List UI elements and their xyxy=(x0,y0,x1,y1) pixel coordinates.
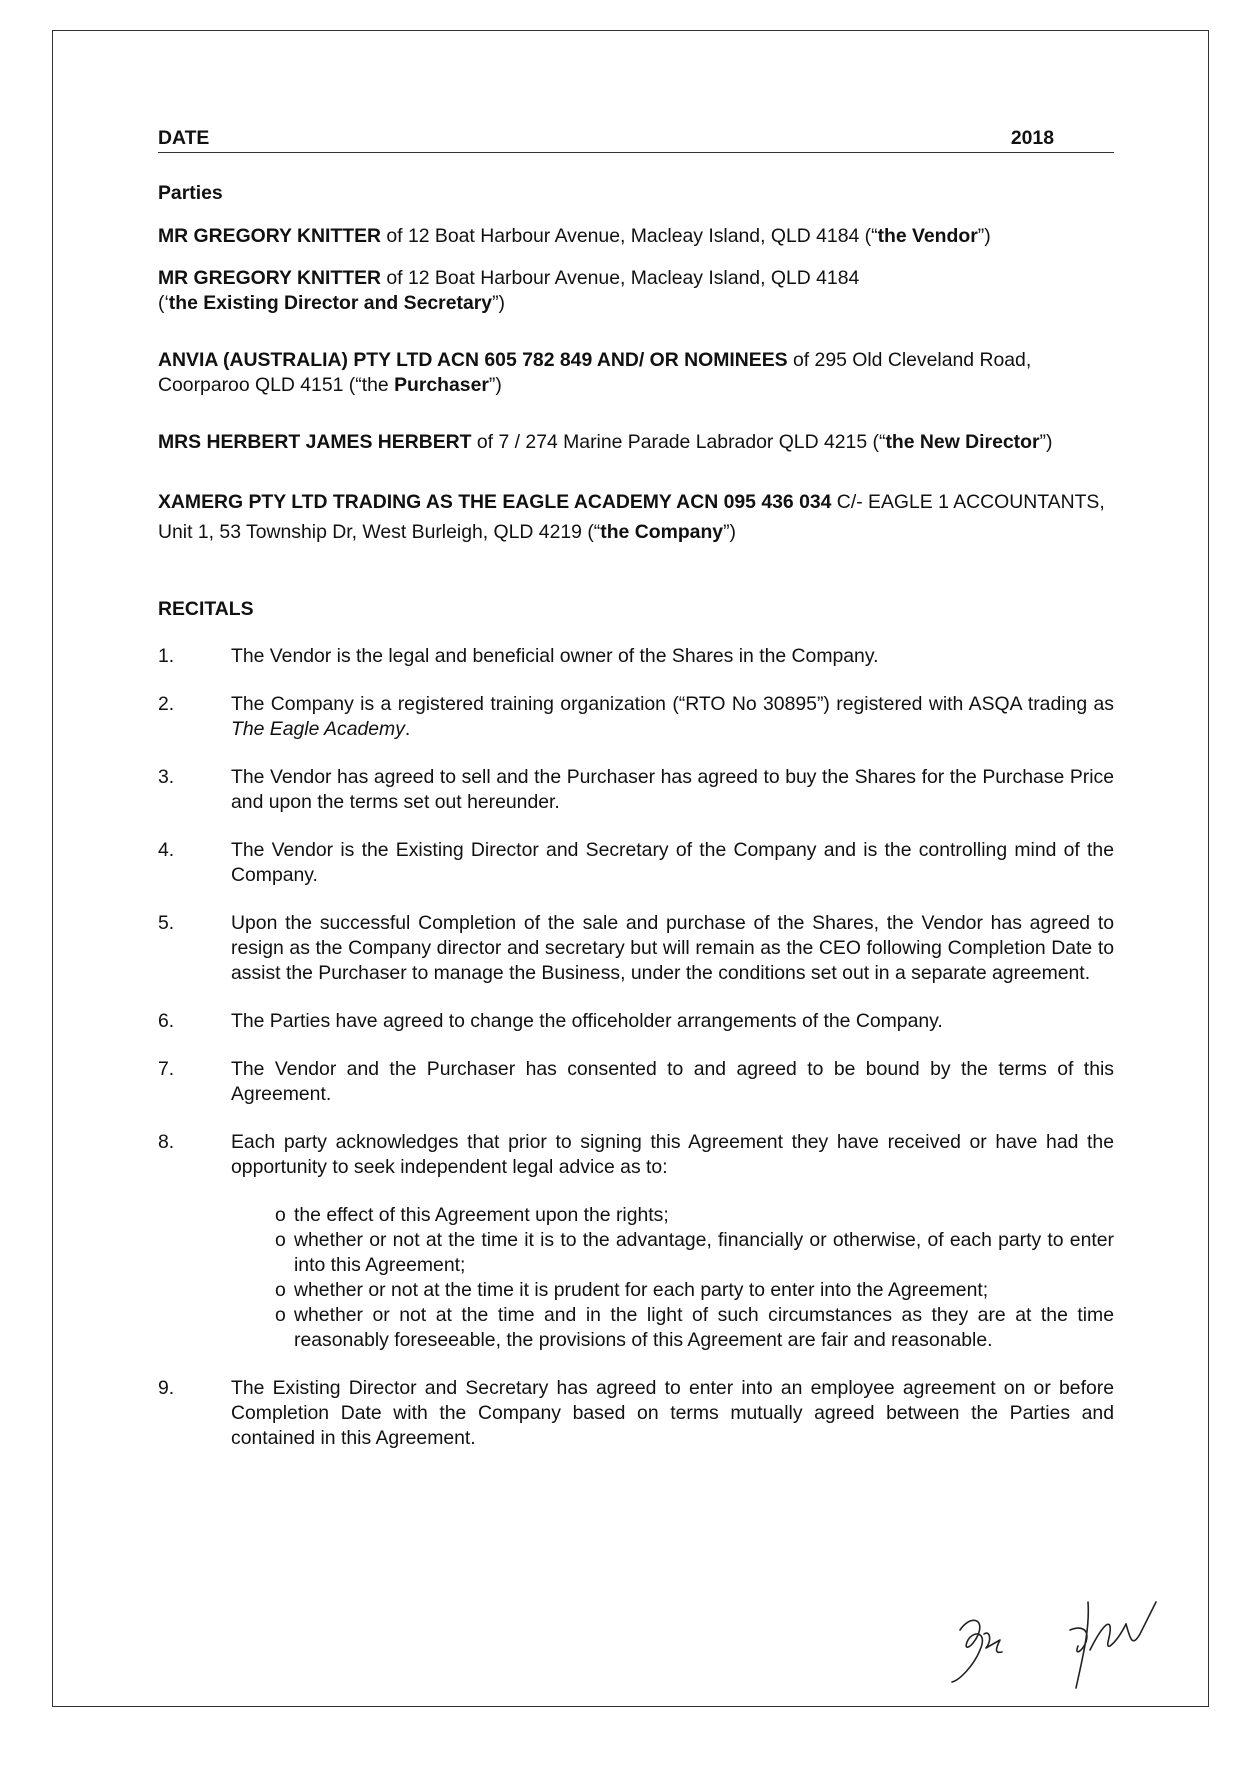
date-year: 2018 xyxy=(1010,127,1054,149)
date-row xyxy=(158,125,1114,153)
recital-item: 1. The Vendor is the legal and beneficial owner of the Shares in the Company. xyxy=(158,645,879,667)
sub-item: o whether or not at the time it is prudent for each party to enter into the Agreement; xyxy=(275,1279,989,1301)
recital-item: 3. The Vendor has agreed to sell and the Purchaser has agreed to buy the Shares for the Purchase Price and upon the terms set out hereunder. xyxy=(158,766,1114,813)
recitals-heading: RECITALS xyxy=(158,598,254,620)
recital-item: 7. The Vendor and the Purchaser has consented to and agreed to be bound by the terms of this Agreement. xyxy=(158,1058,1114,1105)
recital-item: 2. The Company is a registered training organization (“RTO No 30895”) registered with ASQA trading as The Eagle Academy. xyxy=(158,693,1114,740)
sub-item: o whether or not at the time it is to the advantage, financially or otherwise, of each party to enter into this Agreement; xyxy=(275,1229,1114,1276)
recital-item: 4. The Vendor is the Existing Director and Secretary of the Company and is the controlling mind of the Company. xyxy=(158,839,1114,886)
recitals-list xyxy=(158,644,1114,1451)
party-purchaser: ANVIA (AUSTRALIA) PTY LTD ACN 605 782 849 AND/ OR NOMINEES of 295 Old Cleveland Road, Coorparoo QLD 4151 (“the Purchaser”) xyxy=(158,349,1032,396)
date-label: DATE xyxy=(158,127,210,149)
party-existing-director: MR GREGORY KNITTER of 12 Boat Harbour Avenue, Macleay Island, QLD 4184 (‘the Existing Director and Secretary”) xyxy=(158,267,860,314)
handwritten-initials xyxy=(940,1590,1170,1700)
sub-item: o whether or not at the time and in the light of such circumstances as they are at the time reasonably foreseeable, the provisions of this Agreement are fair and reasonable. xyxy=(275,1304,1114,1351)
sub-item: o the effect of this Agreement upon the rights; xyxy=(275,1204,669,1226)
recital-8-sublist xyxy=(231,1203,1114,1353)
recital-item: 9. The Existing Director and Secretary has agreed to enter into an employee agreement on or before Completion Date with the Company based on terms mutually agreed between the Parties and contained in this Agreement. xyxy=(158,1377,1114,1449)
initials-signatures xyxy=(940,1590,1170,1700)
recital-item: 5. Upon the successful Completion of the sale and purchase of the Shares, the Vendor has agreed to resign as the Company director and secretary but will remain as the CEO following Completion Date to assist the Purchaser to manage the Business, under the conditions set out in a separate agreement. xyxy=(158,912,1114,984)
party-vendor: MR GREGORY KNITTER of 12 Boat Harbour Avenue, Macleay Island, QLD 4184 (“the Vendor”) xyxy=(158,225,991,247)
parties-heading: Parties xyxy=(158,182,223,204)
party-new-director: MRS HERBERT JAMES HERBERT of 7 / 274 Marine Parade Labrador QLD 4215 (“the New Director”) xyxy=(158,431,1053,453)
recital-item: 8. Each party acknowledges that prior to signing this Agreement they have received or have had the opportunity to seek independent legal advice as to: o the effect of this Agreement upon the rights; o whether or not at the time it is to the advantage, financially or otherwise, of each party to enter into this Agreement; o whether or not at the time it is prudent for each party to enter into the Agreement; o whether or not at the time and in the light of such circumstances as they are at the time reasonably foreseeable, the provisions of this Agreement are fair and reasonable. xyxy=(158,1131,1114,1351)
agreement-page xyxy=(158,125,1114,1474)
recital-item: 6. The Parties have agreed to change the officeholder arrangements of the Company. xyxy=(158,1010,943,1032)
party-company: XAMERG PTY LTD TRADING AS THE EAGLE ACADEMY ACN 095 436 034 C/- EAGLE 1 ACCOUNTANTS, Unit 1, 53 Township Dr, West Burleigh, QLD 4219 (“the Company”) xyxy=(158,491,1105,543)
